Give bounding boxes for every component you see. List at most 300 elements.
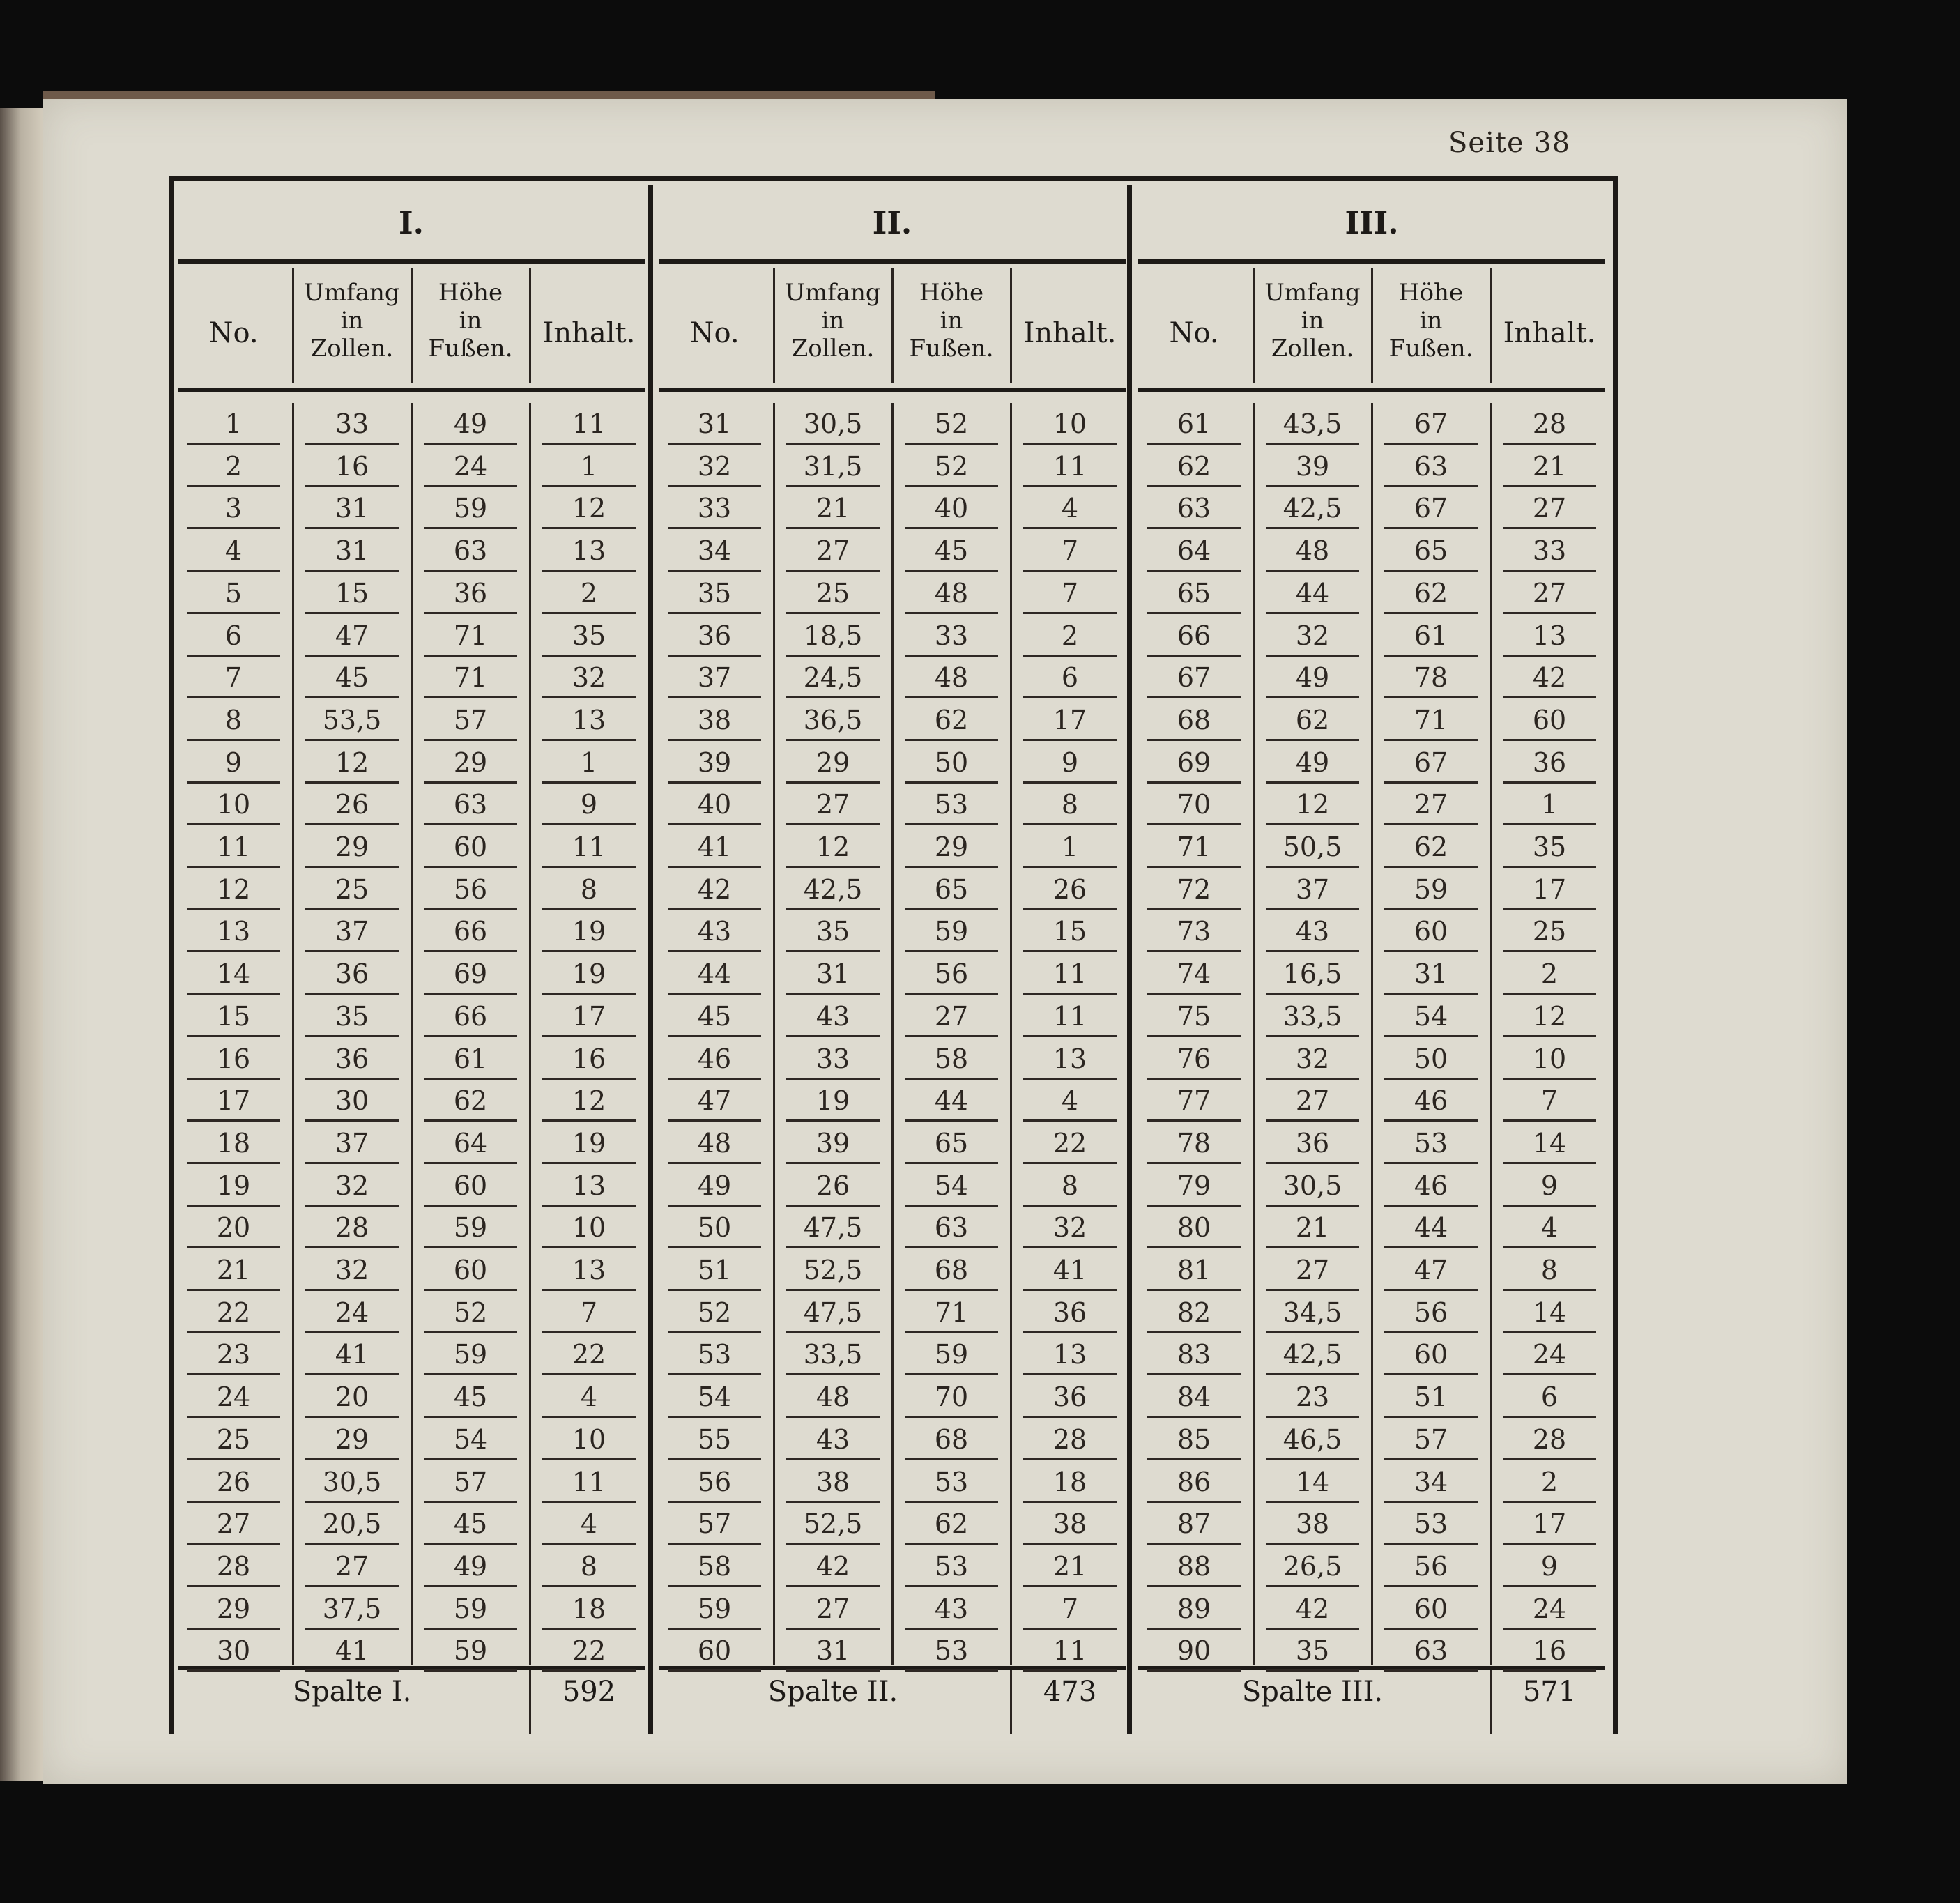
cell-no: 88 [1147,1545,1241,1587]
cell-umfang: 18,5 [786,615,880,657]
column-header-inhalt: Inhalt. [1503,317,1596,349]
cell-hoehe: 65 [905,869,998,910]
cell-hoehe: 56 [1384,1545,1478,1587]
cell-inhalt: 7 [1023,572,1117,614]
cell-hoehe: 51 [1384,1376,1478,1418]
cell-inhalt: 11 [1023,953,1117,995]
section-title: I. [399,206,424,241]
cell-inhalt: 33 [1503,530,1596,572]
cell-umfang: 29 [305,1419,399,1460]
cell-inhalt: 7 [1503,1080,1596,1122]
cell-inhalt: 6 [1503,1376,1596,1418]
column-separator [292,268,294,383]
cell-no: 23 [187,1333,280,1375]
cell-hoehe: 54 [1384,995,1478,1037]
cell-inhalt: 17 [1023,699,1117,741]
cell-no: 20 [187,1207,280,1248]
cell-umfang: 37 [1266,869,1359,910]
cell-inhalt: 28 [1023,1419,1117,1460]
cell-hoehe: 60 [1384,1588,1478,1630]
cell-no: 69 [1147,742,1241,784]
cell-inhalt: 15 [1023,910,1117,952]
cell-inhalt: 7 [1023,530,1117,572]
cell-no: 63 [1147,487,1241,529]
cell-no: 52 [668,1292,761,1333]
cell-umfang: 41 [305,1333,399,1375]
cell-no: 72 [1147,869,1241,910]
cell-umfang: 21 [1266,1207,1359,1248]
cell-umfang: 39 [786,1122,880,1164]
cell-inhalt: 10 [1023,403,1117,445]
cell-inhalt: 12 [542,487,636,529]
cell-no: 58 [668,1545,761,1587]
cell-no: 35 [668,572,761,614]
cell-umfang: 31 [305,487,399,529]
cell-no: 62 [1147,445,1241,487]
section-footer-total: 571 [1522,1676,1577,1708]
cell-hoehe: 63 [905,1207,998,1248]
cell-inhalt: 9 [542,784,636,825]
cell-hoehe: 71 [424,615,517,657]
cell-hoehe: 63 [424,530,517,572]
cell-hoehe: 49 [424,1545,517,1587]
cell-no: 80 [1147,1207,1241,1248]
cell-inhalt: 14 [1503,1292,1596,1333]
cell-no: 21 [187,1249,280,1291]
header-rule-bottom [1138,388,1605,392]
cell-no: 82 [1147,1292,1241,1333]
cell-hoehe: 54 [424,1419,517,1460]
cell-umfang: 49 [1266,657,1359,698]
cell-umfang: 30 [305,1080,399,1122]
cell-hoehe: 71 [1384,699,1478,741]
cell-no: 39 [668,742,761,784]
cell-umfang: 27 [786,784,880,825]
cell-hoehe: 43 [905,1588,998,1630]
cell-inhalt: 35 [1503,826,1596,868]
column-separator [411,268,413,383]
cell-inhalt: 4 [542,1376,636,1418]
section-footer-label: Spalte II. [767,1676,898,1708]
column-header-umfang: Umfang in Zollen. [1264,279,1361,362]
column-separator [1253,403,1255,1665]
column-separator [891,403,894,1665]
cell-umfang: 52,5 [786,1503,880,1545]
cell-no: 84 [1147,1376,1241,1418]
cell-inhalt: 21 [1023,1545,1117,1587]
section-title: II. [872,206,912,241]
cell-hoehe: 53 [905,1630,998,1672]
column-separator [529,268,531,383]
column-header-inhalt: Inhalt. [542,317,636,349]
cell-umfang: 31 [786,1630,880,1672]
cell-no: 19 [187,1165,280,1207]
cell-no: 49 [668,1165,761,1207]
cell-inhalt: 27 [1503,487,1596,529]
cell-hoehe: 71 [905,1292,998,1333]
cell-inhalt: 22 [1023,1122,1117,1164]
cell-umfang: 50,5 [1266,826,1359,868]
cell-umfang: 36 [305,953,399,995]
cell-umfang: 48 [786,1376,880,1418]
section-footer-total: 592 [562,1676,616,1708]
cell-no: 40 [668,784,761,825]
header-rule-bottom [178,388,645,392]
cell-inhalt: 18 [542,1588,636,1630]
cell-hoehe: 33 [905,615,998,657]
cell-no: 48 [668,1122,761,1164]
cell-inhalt: 36 [1023,1292,1117,1333]
cell-umfang: 42,5 [1266,487,1359,529]
cell-inhalt: 9 [1503,1165,1596,1207]
cell-hoehe: 59 [1384,869,1478,910]
cell-umfang: 42,5 [786,869,880,910]
cell-inhalt: 16 [1503,1630,1596,1672]
cell-no: 70 [1147,784,1241,825]
cell-umfang: 43,5 [1266,403,1359,445]
cell-umfang: 33,5 [786,1333,880,1375]
cell-hoehe: 59 [424,487,517,529]
cell-umfang: 53,5 [305,699,399,741]
cell-no: 44 [668,953,761,995]
cell-inhalt: 8 [1503,1249,1596,1291]
cell-hoehe: 53 [1384,1122,1478,1164]
cell-umfang: 31 [786,953,880,995]
footer-separator [1010,1670,1012,1734]
cell-inhalt: 22 [542,1630,636,1672]
cell-hoehe: 62 [905,1503,998,1545]
cell-hoehe: 57 [424,1461,517,1503]
column-header-no: No. [689,317,740,349]
cell-hoehe: 45 [905,530,998,572]
cell-no: 34 [668,530,761,572]
section-divider [648,185,653,1734]
cell-hoehe: 46 [1384,1165,1478,1207]
section-divider [1127,185,1132,1734]
cell-no: 85 [1147,1419,1241,1460]
cell-inhalt: 18 [1023,1461,1117,1503]
cell-hoehe: 56 [424,869,517,910]
cell-umfang: 21 [786,487,880,529]
cell-no: 61 [1147,403,1241,445]
cell-umfang: 27 [1266,1080,1359,1122]
cell-umfang: 42,5 [1266,1333,1359,1375]
cell-umfang: 30,5 [305,1461,399,1503]
cell-umfang: 47,5 [786,1207,880,1248]
cell-no: 76 [1147,1038,1241,1080]
cell-no: 30 [187,1630,280,1672]
cell-no: 50 [668,1207,761,1248]
column-separator [411,403,413,1665]
cell-umfang: 41 [305,1630,399,1672]
cell-no: 57 [668,1503,761,1545]
cell-umfang: 37,5 [305,1588,399,1630]
cell-umfang: 42 [1266,1588,1359,1630]
page-number: Seite 38 [1448,127,1571,159]
cell-umfang: 35 [1266,1630,1359,1672]
column-separator [292,403,294,1665]
cell-inhalt: 28 [1503,403,1596,445]
cell-umfang: 31 [305,530,399,572]
header-rule [178,259,645,264]
cell-hoehe: 50 [1384,1038,1478,1080]
column-separator [1371,268,1373,383]
cell-hoehe: 62 [905,699,998,741]
cell-umfang: 33,5 [1266,995,1359,1037]
cell-umfang: 14 [1266,1461,1359,1503]
cell-inhalt: 12 [1503,995,1596,1037]
cell-umfang: 43 [786,995,880,1037]
cell-inhalt: 36 [1023,1376,1117,1418]
cell-hoehe: 57 [424,699,517,741]
column-header-hoehe: Höhe in Fußen. [1388,279,1473,362]
cell-inhalt: 10 [1503,1038,1596,1080]
cell-hoehe: 67 [1384,403,1478,445]
cell-umfang: 52,5 [786,1249,880,1291]
cell-no: 81 [1147,1249,1241,1291]
cell-hoehe: 62 [1384,826,1478,868]
cell-no: 37 [668,657,761,698]
cell-umfang: 32 [1266,615,1359,657]
cell-umfang: 48 [1266,530,1359,572]
cell-no: 29 [187,1588,280,1630]
cell-hoehe: 61 [424,1038,517,1080]
cell-hoehe: 64 [424,1122,517,1164]
cell-no: 4 [187,530,280,572]
cell-umfang: 35 [305,995,399,1037]
cell-umfang: 25 [305,869,399,910]
cell-umfang: 23 [1266,1376,1359,1418]
cell-inhalt: 1 [542,445,636,487]
cell-hoehe: 47 [1384,1249,1478,1291]
cell-umfang: 47 [305,615,399,657]
cell-hoehe: 57 [1384,1419,1478,1460]
cell-no: 54 [668,1376,761,1418]
column-header-umfang: Umfang in Zollen. [785,279,881,362]
cell-inhalt: 10 [542,1419,636,1460]
cell-no: 77 [1147,1080,1241,1122]
cell-no: 33 [668,487,761,529]
cell-hoehe: 49 [424,403,517,445]
cell-no: 78 [1147,1122,1241,1164]
cell-no: 16 [187,1038,280,1080]
cell-hoehe: 67 [1384,487,1478,529]
column-header-no: No. [1169,317,1219,349]
cell-inhalt: 2 [542,572,636,614]
footer-separator [1490,1670,1492,1734]
cell-no: 12 [187,869,280,910]
cell-hoehe: 65 [905,1122,998,1164]
cell-hoehe: 66 [424,995,517,1037]
cell-hoehe: 60 [424,1249,517,1291]
cell-inhalt: 11 [542,1461,636,1503]
cell-inhalt: 11 [1023,1630,1117,1672]
cell-no: 26 [187,1461,280,1503]
cell-hoehe: 65 [1384,530,1478,572]
cell-inhalt: 6 [1023,657,1117,698]
cell-inhalt: 8 [1023,1165,1117,1207]
column-separator [1490,403,1492,1665]
cell-umfang: 27 [786,1588,880,1630]
cell-no: 68 [1147,699,1241,741]
cell-hoehe: 45 [424,1503,517,1545]
cell-umfang: 37 [305,1122,399,1164]
cell-hoehe: 61 [1384,615,1478,657]
cell-no: 86 [1147,1461,1241,1503]
cell-umfang: 62 [1266,699,1359,741]
cell-umfang: 33 [305,403,399,445]
cell-no: 43 [668,910,761,952]
cell-hoehe: 59 [424,1207,517,1248]
cell-no: 87 [1147,1503,1241,1545]
cell-hoehe: 66 [424,910,517,952]
cell-hoehe: 40 [905,487,998,529]
cell-inhalt: 2 [1503,1461,1596,1503]
cell-no: 22 [187,1292,280,1333]
cell-no: 10 [187,784,280,825]
cell-inhalt: 17 [1503,869,1596,910]
column-header-umfang: Umfang in Zollen. [304,279,400,362]
cell-umfang: 27 [1266,1249,1359,1291]
cell-no: 53 [668,1333,761,1375]
cell-umfang: 43 [786,1419,880,1460]
cell-umfang: 42 [786,1545,880,1587]
cell-umfang: 32 [305,1249,399,1291]
cell-no: 31 [668,403,761,445]
cell-hoehe: 69 [424,953,517,995]
cell-no: 55 [668,1419,761,1460]
cell-no: 89 [1147,1588,1241,1630]
cell-no: 24 [187,1376,280,1418]
cell-hoehe: 59 [905,1333,998,1375]
cell-no: 83 [1147,1333,1241,1375]
cell-umfang: 33 [786,1038,880,1080]
cell-hoehe: 59 [424,1630,517,1672]
cell-umfang: 36 [305,1038,399,1080]
cell-hoehe: 27 [1384,784,1478,825]
cell-umfang: 26 [305,784,399,825]
cell-hoehe: 44 [905,1080,998,1122]
column-separator [1253,268,1255,383]
cell-no: 28 [187,1545,280,1587]
column-separator [1010,268,1012,383]
cell-umfang: 24 [305,1292,399,1333]
cell-no: 9 [187,742,280,784]
cell-no: 65 [1147,572,1241,614]
cell-inhalt: 1 [1503,784,1596,825]
cell-inhalt: 60 [1503,699,1596,741]
section-footer-label: Spalte III. [1241,1676,1384,1708]
cell-hoehe: 52 [905,403,998,445]
cell-hoehe: 59 [424,1588,517,1630]
cell-hoehe: 34 [1384,1461,1478,1503]
cell-hoehe: 70 [905,1376,998,1418]
cell-inhalt: 12 [542,1080,636,1122]
cell-no: 47 [668,1080,761,1122]
cell-inhalt: 7 [542,1292,636,1333]
cell-inhalt: 17 [542,995,636,1037]
cell-umfang: 43 [1266,910,1359,952]
cell-inhalt: 1 [542,742,636,784]
cell-hoehe: 44 [1384,1207,1478,1248]
cell-hoehe: 56 [1384,1292,1478,1333]
cell-umfang: 15 [305,572,399,614]
cell-inhalt: 25 [1503,910,1596,952]
cell-hoehe: 45 [424,1376,517,1418]
cell-umfang: 12 [1266,784,1359,825]
cell-hoehe: 63 [1384,1630,1478,1672]
header-rule [659,259,1126,264]
cell-umfang: 36 [1266,1122,1359,1164]
cell-hoehe: 48 [905,572,998,614]
cell-inhalt: 11 [542,826,636,868]
cell-hoehe: 54 [905,1165,998,1207]
cell-no: 75 [1147,995,1241,1037]
cell-inhalt: 24 [1503,1588,1596,1630]
cell-umfang: 35 [786,910,880,952]
cell-no: 79 [1147,1165,1241,1207]
cell-umfang: 26,5 [1266,1545,1359,1587]
cell-inhalt: 24 [1503,1333,1596,1375]
cell-inhalt: 4 [1023,487,1117,529]
cell-umfang: 32 [305,1165,399,1207]
cell-inhalt: 13 [1503,615,1596,657]
cell-hoehe: 53 [905,784,998,825]
cell-umfang: 25 [786,572,880,614]
column-header-hoehe: Höhe in Fußen. [909,279,994,362]
cell-no: 14 [187,953,280,995]
cell-inhalt: 11 [1023,995,1117,1037]
cell-no: 74 [1147,953,1241,995]
cell-umfang: 26 [786,1165,880,1207]
cell-hoehe: 63 [1384,445,1478,487]
cell-umfang: 20 [305,1376,399,1418]
cell-umfang: 45 [305,657,399,698]
cell-hoehe: 48 [905,657,998,698]
cell-umfang: 46,5 [1266,1419,1359,1460]
cell-no: 71 [1147,826,1241,868]
header-rule-bottom [659,388,1126,392]
cell-umfang: 38 [1266,1503,1359,1545]
cell-inhalt: 42 [1503,657,1596,698]
cell-inhalt: 14 [1503,1122,1596,1164]
section-footer-label: Spalte I. [292,1676,412,1708]
cell-umfang: 32 [1266,1038,1359,1080]
cell-hoehe: 53 [905,1461,998,1503]
cell-no: 17 [187,1080,280,1122]
section-footer-total: 473 [1043,1676,1097,1708]
cell-hoehe: 67 [1384,742,1478,784]
cell-no: 59 [668,1588,761,1630]
cell-inhalt: 4 [542,1503,636,1545]
section-title: III. [1345,206,1399,241]
cell-inhalt: 27 [1503,572,1596,614]
book-left-edge [0,108,46,1781]
cell-inhalt: 13 [1023,1333,1117,1375]
cell-umfang: 16 [305,445,399,487]
cell-hoehe: 63 [424,784,517,825]
cell-umfang: 31,5 [786,445,880,487]
cell-inhalt: 19 [542,910,636,952]
cell-no: 5 [187,572,280,614]
cell-hoehe: 58 [905,1038,998,1080]
cell-umfang: 34,5 [1266,1292,1359,1333]
cell-hoehe: 78 [1384,657,1478,698]
cell-umfang: 30,5 [786,403,880,445]
cell-no: 64 [1147,530,1241,572]
cell-no: 41 [668,826,761,868]
cell-hoehe: 53 [905,1545,998,1587]
